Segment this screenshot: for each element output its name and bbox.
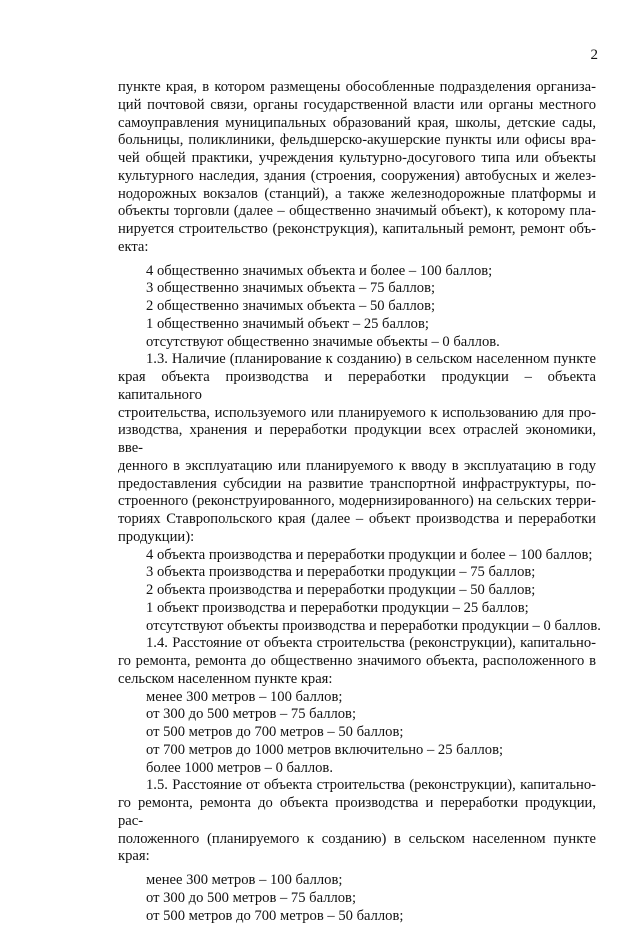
text-line: изводства, хранения и переработки продукции всех отраслей экономики, вве-: [118, 422, 596, 458]
list-item: 4 объекта производства и переработки продукции и более – 100 баллов;: [118, 547, 596, 565]
list-item: отсутствуют объекты производства и переработки продукции – 0 баллов.: [118, 618, 596, 636]
list-item: от 700 метров до 1000 метров включительно – 25 баллов;: [118, 742, 596, 760]
page-number: 2: [591, 47, 599, 63]
text-line: культурного наследия, здания (строения, сооружения) автобусных и желез-: [118, 168, 596, 186]
text-line: края объекта производства и переработки продукции – объекта капитального: [118, 369, 596, 405]
list-item: более 1000 метров – 0 баллов.: [118, 760, 596, 778]
scoring-list-public-objects: [118, 263, 596, 352]
list-item: менее 300 метров – 100 баллов;: [118, 689, 596, 707]
list-item: от 300 до 500 метров – 75 баллов;: [118, 890, 596, 908]
list-item: 4 общественно значимых объекта и более – 100 баллов;: [118, 263, 596, 281]
text-line: екта:: [118, 239, 596, 257]
text-line: 1.4. Расстояние от объекта строительства (реконструкции), капитально-: [118, 635, 596, 653]
text-line: 1.5. Расстояние от объекта строительства (реконструкции), капитально-: [118, 777, 596, 795]
text-line: го ремонта, ремонта до объекта производства и переработки продукции, рас-: [118, 795, 596, 831]
text-line: пункте края, в котором размещены обособленные подразделения организа-: [118, 79, 596, 97]
scoring-list-production-objects: [118, 547, 596, 636]
list-item: 1 общественно значимый объект – 25 баллов;: [118, 316, 596, 334]
text-line: продукции):: [118, 529, 596, 547]
document-body: [118, 79, 596, 925]
list-item: от 500 метров до 700 метров – 50 баллов;: [118, 908, 596, 925]
text-line: строенного (реконструированного, модернизированного) на сельских терри-: [118, 493, 596, 511]
list-item: 2 общественно значимых объекта – 50 баллов;: [118, 298, 596, 316]
text-line: положенного (планируемого к созданию) в сельском населенном пункте: [118, 831, 596, 849]
text-line: объекты торговли (далее – общественно значимый объект), к которому пла-: [118, 203, 596, 221]
text-line: края:: [118, 848, 596, 866]
section-1-3: [118, 351, 596, 546]
text-line: го ремонта, ремонта до общественно значимого объекта, расположенного в: [118, 653, 596, 671]
list-item: 3 объекта производства и переработки продукции – 75 баллов;: [118, 564, 596, 582]
text-line: нодорожных вокзалов (станций), а также железнодорожные платформы и: [118, 186, 596, 204]
text-line: предоставления субсидии на развитие транспортной инфраструктуры, по-: [118, 476, 596, 494]
list-item: 1 объект производства и переработки продукции – 25 баллов;: [118, 600, 596, 618]
section-1-5: [118, 777, 596, 866]
list-item: отсутствуют общественно значимые объекты – 0 баллов.: [118, 334, 596, 352]
text-line: сельском населенном пункте края:: [118, 671, 596, 689]
text-line: 1.3. Наличие (планирование к созданию) в сельском населенном пункте: [118, 351, 596, 369]
intro-paragraph: [118, 79, 596, 257]
list-item: от 300 до 500 метров – 75 баллов;: [118, 706, 596, 724]
text-line: ций почтовой связи, органы государственной власти или органы местного: [118, 97, 596, 115]
list-item: менее 300 метров – 100 баллов;: [118, 872, 596, 890]
text-line: ториях Ставропольского края (далее – объект производства и переработки: [118, 511, 596, 529]
text-line: денного в эксплуатацию или планируемого к вводу в эксплуатацию в году: [118, 458, 596, 476]
text-line: строительства, используемого или планируемого к использованию для про-: [118, 405, 596, 423]
text-line: самоуправления муниципальных образований края, школы, детские сады,: [118, 115, 596, 133]
list-item: от 500 метров до 700 метров – 50 баллов;: [118, 724, 596, 742]
list-item: 3 общественно значимых объекта – 75 баллов;: [118, 280, 596, 298]
text-line: нируется строительство (реконструкция), капитальный ремонт, ремонт объ-: [118, 221, 596, 239]
list-item: 2 объекта производства и переработки продукции – 50 баллов;: [118, 582, 596, 600]
scoring-list-distance-public: [118, 689, 596, 778]
scoring-list-distance-production: [118, 872, 596, 925]
text-line: чей общей практики, учреждения культурно-досугового типа или объекты: [118, 150, 596, 168]
text-line: больницы, поликлиники, фельдшерско-акушерские пункты или офисы вра-: [118, 132, 596, 150]
section-1-4: [118, 635, 596, 688]
